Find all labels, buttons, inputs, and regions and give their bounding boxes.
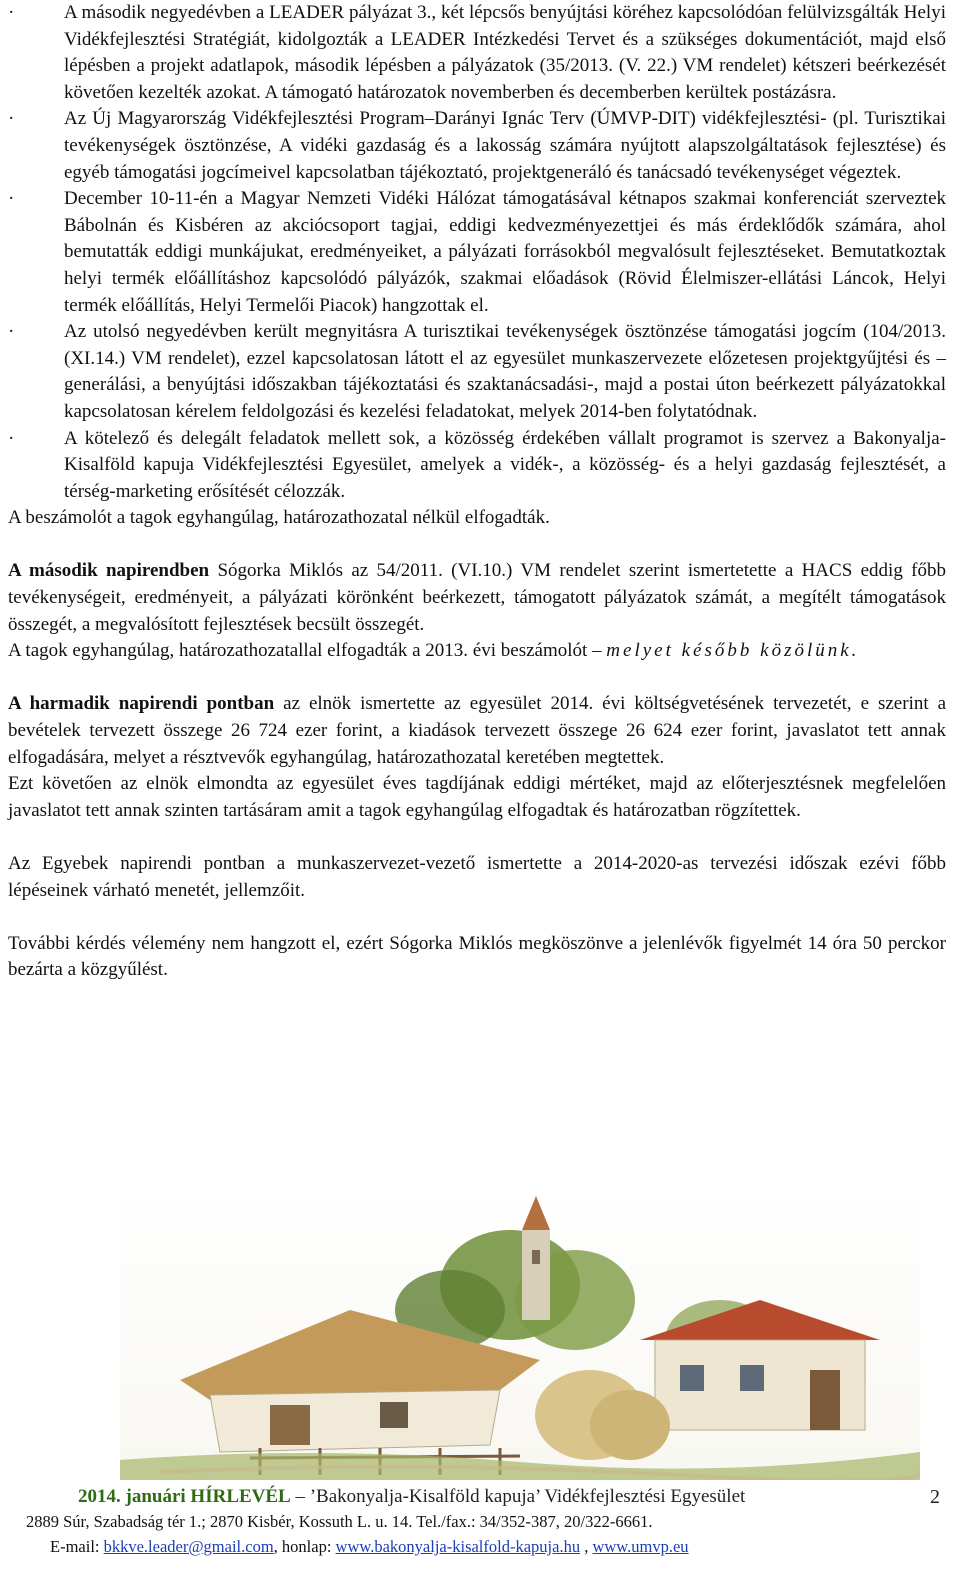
organization-name: ’Bakonyalja-Kisalföld kapuja’ Vidékfejlesztési Egyesület <box>309 1486 746 1507</box>
activity-bullet-list <box>8 0 946 505</box>
email-link[interactable]: bkkve.leader@gmail.com <box>103 1537 274 1556</box>
bullet-item-conference: · December 10-11-én a Magyar Nemzeti Vidéki Hálózat támogatásával kétnapos szakmai konferenciát szerveztek Bábolnán és Kisbéren az akciócsoport tagjai, eddigi kedvezményezettjei és más érdeklődők számára, ahol bemutatták eddigi munkájukat, eredményeiket, a pályázati forrásokból megvalósult fejlesztéseket. Bemutatkoztak helyi termék előállításhoz kapcsolódó pályázók, szakmai előadások (Rövid Élelmiszer-ellátási Láncok, Helyi termék előállítás, Helyi Termelői Piacok) hangzottak el. <box>8 188 946 316</box>
membership-fee-paragraph: Ezt követően az elnök elmondta az egyesület éves tagdíjának eddigi mértéket, majd az előterjesztésnek megfelelően javaslatot tett annak szinten tartásáram amit a tagok egyhangúlag elfogadtak és határozatban rögzítettek. <box>8 773 946 821</box>
bullet-item-umvp: · Az Új Magyarország Vidékfejlesztési Program–Darányi Ignác Terv (ÚMVP-DIT) vidékfejlesztési- (pl. Turisztikai tevékenységek ösztönzése, A vidéki gazdaság és a lakosság számára nyújtott alapszolgáltatások fejlesztése) és egyéb támogatási jogcímeivel kapcsolatban tájékoztató, projektgeneráló és tanácsadó tevékenységet végeztek. <box>8 108 946 183</box>
bullet-marker: · <box>8 2 15 23</box>
newsletter-issue: 2014. januári HÍRLEVÉL <box>78 1486 291 1507</box>
third-agenda-lead: A harmadik napirendi pontban <box>8 693 275 715</box>
footer-title-line: 2014. januári HÍRLEVÉL – ’Bakonyalja-Kisalföld kapuja’ Vidékfejlesztési Egyesület <box>78 1486 746 1507</box>
bullet-marker: · <box>8 427 15 449</box>
second-agenda-item: A második napirendben Sógorka Miklós az 54/2011. (VI.10.) VM rendelet szerint ismertetette a HACS eddig főbb tevékenységeit, eredményeit, a pályázati körönként beérkezett, támogatott pályázatok számát, a megítélt támogatások összegét, a megvalósított fejlesztések becsült összegét. <box>8 560 946 635</box>
bullet-marker: · <box>8 188 15 210</box>
website-link-bakonyalja[interactable]: www.bakonyalja-kisalfold-kapuja.hu <box>335 1537 581 1556</box>
second-agenda-lead: A második napirendben <box>8 560 210 582</box>
village-illustration <box>120 1190 920 1480</box>
second-agenda-accept: A tagok egyhangúlag, határozathozatallal elfogadták a 2013. évi beszámolót – melyet később közölünk. <box>8 640 860 662</box>
closing-paragraph: További kérdés vélemény nem hangzott el, ezért Sógorka Miklós megköszönve a jelenlévők figyelmét 14 óra 50 perckor bezárta a közgyűlést. <box>8 932 946 981</box>
page-number: 2 <box>930 1486 940 1508</box>
bullet-marker: · <box>8 321 15 343</box>
later-note: melyet később közölünk. <box>606 640 860 662</box>
footer-address: 2889 Súr, Szabadság tér 1.; 2870 Kisbér, Kossuth L. u. 14. Tel./fax.: 34/352-387, 20/322-6661. <box>26 1512 653 1531</box>
third-agenda-item: A harmadik napirendi pontban az elnök ismertette az egyesület 2014. évi költségvetésének tervezetét, e szerint a bevételek tervezett összege 26 724 ezer forint, a kiadások tervezett összege 26 624 ezer forint, javaslatot tett annak elfogadására, melyet a résztvevők egyhangúlag, határozathozatal keretében megtettek. <box>8 693 947 768</box>
other-agenda-item: Az Egyebek napirendi pontban a munkaszervezet-vezető ismertette a 2014-2020-as tervezési időszak ezévi főbb lépéseinek várható menetét, jellemzőit. <box>8 853 946 901</box>
footer-contact-line: E-mail: bkkve.leader@gmail.com, honlap: www.bakonyalja-kisalfold-kapuja.hu , www.umvp.eu <box>50 1537 689 1556</box>
document-page <box>8 0 946 984</box>
website-link-umvp[interactable]: www.umvp.eu <box>592 1537 689 1556</box>
bullet-item-leader: · A második negyedévben a LEADER pályázat 3., két lépcsős benyújtási köréhez kapcsolódóan felülvizsgálták Helyi Vidékfejlesztési Stratégiát, kidolgozták a LEADER Intézkedési Tervet és a szükséges dokumentációt, majd első lépésben a projekt adatlapok, második lépésben a pályázatok (35/2013. (V. 22.) VM rendelet) kétszeri beérkezését követően kezelték azokat. A támogató határozatok novemberben és decemberben kerültek postázásra. <box>8 2 946 103</box>
bullet-item-tourism: · Az utolsó negyedévben került megnyitásra A turisztikai tevékenységek ösztönzése támogatási jogcím (104/2013. (XI.14.) VM rendelet), ezzel kapcsolatosan látott el az egyesület munkaszervezete előzetesen projektgyűjtési és –generálási, a benyújtási időszakban tájékoztatási és szaktanácsadási-, majd a postai úton beérkezett pályázatokkal kapcsolatosan kérelem feldolgozási és kezelési feladatokat, melyek 2014-ben folytatódnak. <box>8 321 946 422</box>
bullet-item-programs: · A kötelező és delegált feladatok mellett sok, a közösség érdekében vállalt programot is szervez a Bakonyalja-Kisalföld kapuja Vidékfejlesztési Egyesület, amelyek a vidék-, a közösség- és a helyi gazdaság fejlesztését, a térség-marketing erősítését célozzák. <box>8 427 946 502</box>
report-accepted: A beszámolót a tagok egyhangúlag, határozathozatal nélkül elfogadták. <box>8 507 550 529</box>
bullet-marker: · <box>8 108 15 130</box>
